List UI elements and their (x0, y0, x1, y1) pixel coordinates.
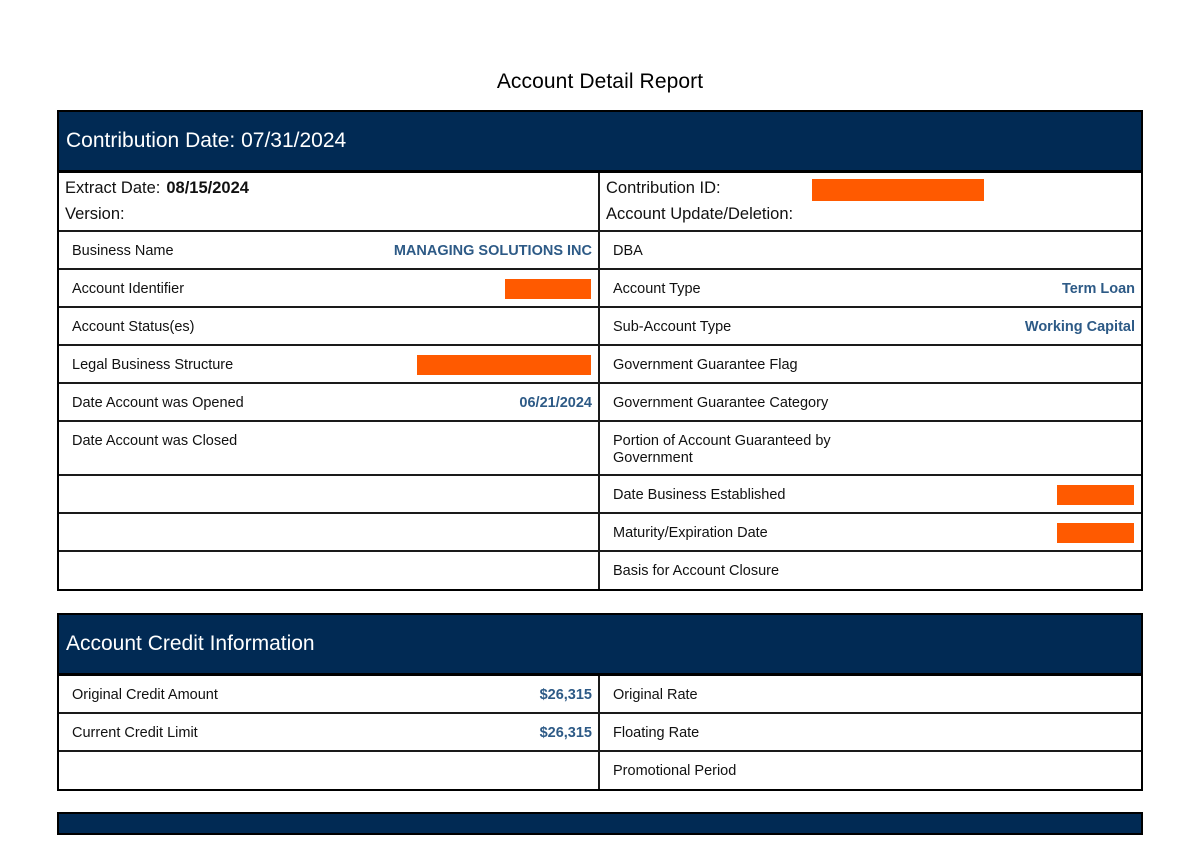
legal-business-structure-label: Legal Business Structure (72, 357, 234, 373)
field-cell (600, 476, 1141, 512)
field-cell (600, 714, 1141, 750)
empty-cell (59, 552, 600, 589)
meta-row (59, 173, 1141, 232)
date-business-established-label: Date Business Established (613, 487, 786, 503)
table-row (59, 422, 1141, 476)
date-opened-label: Date Account was Opened (72, 395, 244, 411)
empty-cell (59, 476, 600, 512)
contribution-id-redaction (812, 179, 984, 201)
field-cell (600, 676, 1141, 712)
extract-date (65, 179, 249, 198)
field-cell (600, 270, 1141, 306)
account-status-label: Account Status(es) (72, 319, 195, 335)
business-name-value: MANAGING SOLUTIONS INC (393, 243, 592, 259)
field-cell (600, 232, 1141, 268)
government-guarantee-category-label: Government Guarantee Category (613, 395, 829, 411)
legal-structure-redaction (417, 355, 591, 375)
table-row (59, 714, 1141, 752)
field-cell (600, 384, 1141, 420)
table-row (59, 476, 1141, 514)
account-identifier-redaction (505, 279, 591, 299)
current-credit-limit-value: $26,315 (539, 725, 592, 741)
field-cell (600, 422, 1141, 474)
contribution-date-header: Contribution Date: 07/31/2024 (57, 110, 1143, 173)
table-row (59, 232, 1141, 270)
credit-info-grid (57, 676, 1143, 791)
field-cell (600, 514, 1141, 550)
empty-cell (59, 514, 600, 550)
original-credit-amount-value: $26,315 (539, 687, 592, 703)
account-identifier-label: Account Identifier (72, 281, 185, 297)
maturity-date-label: Maturity/Expiration Date (613, 525, 768, 541)
field-cell (59, 422, 600, 474)
table-row (59, 270, 1141, 308)
promotional-period-label: Promotional Period (613, 763, 737, 779)
maturity-date-redaction (1057, 523, 1134, 543)
sub-account-type-label: Sub-Account Type (613, 319, 732, 335)
field-cell (59, 346, 600, 382)
table-row (59, 676, 1141, 714)
table-row (59, 308, 1141, 346)
business-name-label: Business Name (72, 243, 174, 259)
floating-rate-label: Floating Rate (613, 725, 700, 741)
update-deletion-label: Account Update/Deletion: (606, 205, 794, 223)
field-cell (59, 308, 600, 344)
credit-info-section (57, 613, 1143, 791)
table-row (59, 384, 1141, 422)
current-credit-limit-label: Current Credit Limit (72, 725, 198, 741)
dba-label: DBA (613, 243, 643, 259)
table-row (59, 752, 1141, 789)
extract-date-value: 08/15/2024 (166, 179, 249, 197)
credit-info-header: Account Credit Information (57, 613, 1143, 676)
contribution-id-label: Contribution ID: (606, 179, 721, 197)
field-cell (59, 714, 600, 750)
extract-date-label: Extract Date: (65, 179, 161, 197)
sub-account-type-value: Working Capital (1024, 319, 1135, 335)
field-cell (59, 270, 600, 306)
field-cell (600, 752, 1141, 789)
field-cell (600, 552, 1141, 589)
meta-right-cell (600, 173, 1141, 230)
contribution-grid (57, 173, 1143, 591)
table-row (59, 552, 1141, 589)
table-row (59, 514, 1141, 552)
date-opened-value: 06/21/2024 (519, 395, 592, 411)
original-credit-amount-label: Original Credit Amount (72, 687, 218, 703)
date-closed-label: Date Account was Closed (72, 433, 238, 449)
field-cell (59, 384, 600, 420)
basis-for-closure-label: Basis for Account Closure (613, 563, 780, 579)
table-row (59, 346, 1141, 384)
portion-guaranteed-label: Portion of Account Guaranteed by Government (613, 433, 831, 466)
contribution-section (57, 110, 1143, 591)
field-cell (59, 676, 600, 712)
original-rate-label: Original Rate (613, 687, 698, 703)
meta-left-cell (59, 173, 600, 230)
empty-cell (59, 752, 600, 789)
field-cell (600, 346, 1141, 382)
date-established-redaction (1057, 485, 1134, 505)
account-type-value: Term Loan (1061, 281, 1135, 297)
government-guarantee-flag-label: Government Guarantee Flag (613, 357, 798, 373)
field-cell (59, 232, 600, 268)
version-label: Version: (65, 205, 125, 223)
account-type-label: Account Type (613, 281, 701, 297)
next-section-header-bar (57, 812, 1143, 835)
report-title: Account Detail Report (496, 70, 704, 93)
field-cell (600, 308, 1141, 344)
